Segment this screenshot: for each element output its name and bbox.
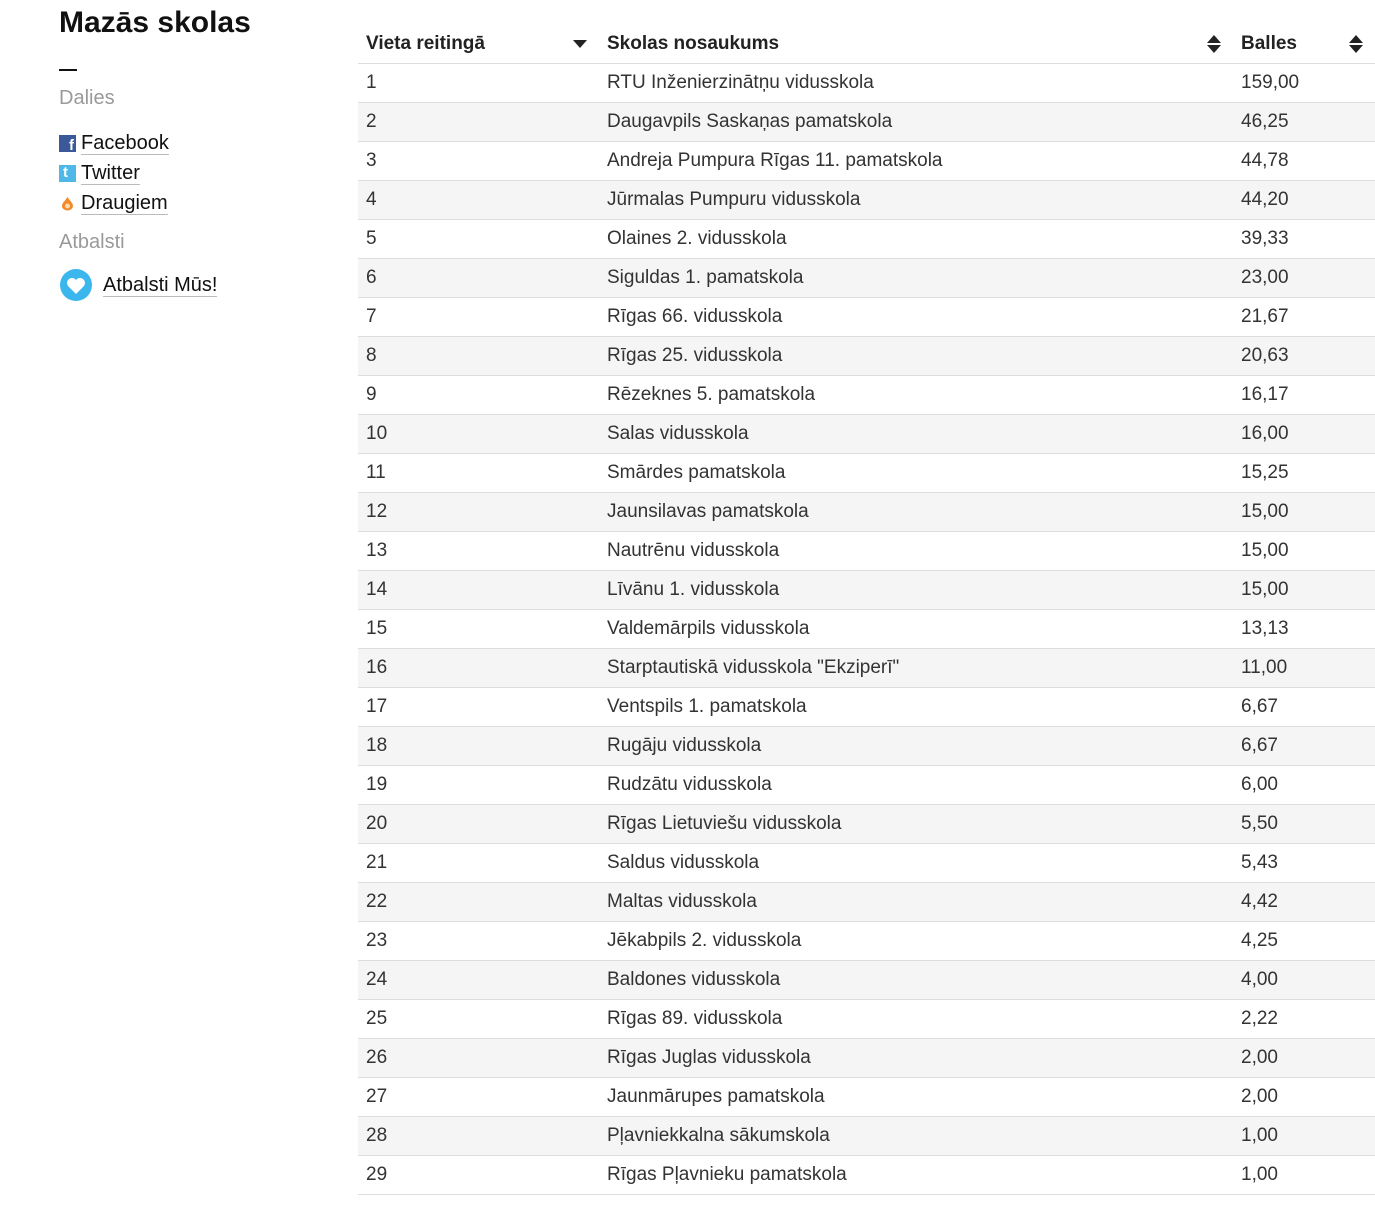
table-row — [358, 766, 1375, 805]
cell-score: 2,00 — [1233, 1039, 1375, 1078]
cell-school-name: Ventspils 1. pamatskola — [599, 688, 1233, 727]
header-rank-label: Vieta reitingā — [366, 32, 485, 54]
cell-score: 15,00 — [1233, 532, 1375, 571]
cell-score: 1,00 — [1233, 1117, 1375, 1156]
cell-rank: 8 — [358, 337, 599, 376]
cell-school-name: Smārdes pamatskola — [599, 454, 1233, 493]
twitter-link[interactable]: Twitter — [81, 161, 140, 184]
cell-score: 44,20 — [1233, 181, 1375, 220]
cell-school-name: Baldones vidusskola — [599, 961, 1233, 1000]
cell-school-name: Pļavniekkalna sākumskola — [599, 1117, 1233, 1156]
table-row — [358, 103, 1375, 142]
cell-rank: 2 — [358, 103, 599, 142]
cell-school-name: Rīgas Juglas vidusskola — [599, 1039, 1233, 1078]
cell-score: 15,00 — [1233, 493, 1375, 532]
title-divider — [59, 69, 77, 71]
table-row — [358, 922, 1375, 961]
share-label: Dalies — [59, 87, 115, 109]
table-row — [358, 454, 1375, 493]
cell-score: 46,25 — [1233, 103, 1375, 142]
table-row — [358, 610, 1375, 649]
table-row — [358, 181, 1375, 220]
cell-rank: 1 — [358, 64, 599, 103]
cell-rank: 25 — [358, 1000, 599, 1039]
share-draugiem[interactable] — [59, 188, 339, 218]
table-row — [358, 688, 1375, 727]
table-row — [358, 1039, 1375, 1078]
ranking-table — [358, 24, 1375, 1195]
ranking-table-container — [358, 24, 1375, 1195]
cell-rank: 7 — [358, 298, 599, 337]
cell-rank: 14 — [358, 571, 599, 610]
facebook-link[interactable]: Facebook — [81, 131, 169, 154]
share-twitter[interactable] — [59, 158, 339, 188]
cell-school-name: Saldus vidusskola — [599, 844, 1233, 883]
share-facebook[interactable] — [59, 128, 339, 158]
table-row — [358, 220, 1375, 259]
support-us-label[interactable]: Atbalsti Mūs! — [103, 273, 218, 296]
cell-rank: 22 — [358, 883, 599, 922]
cell-score: 2,22 — [1233, 1000, 1375, 1039]
cell-school-name: Rīgas Pļavnieku pamatskola — [599, 1156, 1233, 1195]
cell-rank: 28 — [358, 1117, 599, 1156]
cell-score: 16,17 — [1233, 376, 1375, 415]
cell-school-name: Siguldas 1. pamatskola — [599, 259, 1233, 298]
table-row — [358, 415, 1375, 454]
table-row — [358, 571, 1375, 610]
cell-rank: 20 — [358, 805, 599, 844]
cell-score: 4,00 — [1233, 961, 1375, 1000]
cell-score: 20,63 — [1233, 337, 1375, 376]
cell-school-name: Rudzātu vidusskola — [599, 766, 1233, 805]
cell-rank: 26 — [358, 1039, 599, 1078]
cell-rank: 23 — [358, 922, 599, 961]
cell-rank: 15 — [358, 610, 599, 649]
cell-rank: 12 — [358, 493, 599, 532]
cell-score: 159,00 — [1233, 64, 1375, 103]
cell-rank: 17 — [358, 688, 599, 727]
sort-icon[interactable] — [1207, 35, 1221, 53]
table-row — [358, 883, 1375, 922]
cell-school-name: Maltas vidusskola — [599, 883, 1233, 922]
cell-score: 5,50 — [1233, 805, 1375, 844]
support-label: Atbalsti — [59, 231, 125, 253]
cell-score: 5,43 — [1233, 844, 1375, 883]
cell-school-name: Rīgas Lietuviešu vidusskola — [599, 805, 1233, 844]
table-header-row — [358, 24, 1375, 64]
cell-rank: 18 — [358, 727, 599, 766]
draugiem-icon — [59, 195, 76, 212]
table-row — [358, 298, 1375, 337]
cell-rank: 19 — [358, 766, 599, 805]
table-row — [358, 1156, 1375, 1195]
cell-score: 4,25 — [1233, 922, 1375, 961]
cell-school-name: Līvānu 1. vidusskola — [599, 571, 1233, 610]
table-body — [358, 64, 1375, 1195]
page-title: Mazās skolas — [59, 6, 251, 39]
table-row — [358, 493, 1375, 532]
sort-desc-icon[interactable] — [573, 40, 587, 48]
cell-rank: 27 — [358, 1078, 599, 1117]
sidebar — [59, 0, 339, 302]
table-row — [358, 844, 1375, 883]
cell-score: 13,13 — [1233, 610, 1375, 649]
cell-rank: 29 — [358, 1156, 599, 1195]
header-school-name[interactable] — [599, 24, 1233, 64]
cell-school-name: Rīgas 66. vidusskola — [599, 298, 1233, 337]
cell-score: 16,00 — [1233, 415, 1375, 454]
cell-school-name: Jaunsilavas pamatskola — [599, 493, 1233, 532]
table-row — [358, 805, 1375, 844]
draugiem-link[interactable]: Draugiem — [81, 191, 168, 214]
header-score-label: Balles — [1241, 32, 1297, 54]
cell-rank: 10 — [358, 415, 599, 454]
sort-icon[interactable] — [1349, 35, 1363, 53]
header-rank[interactable] — [358, 24, 599, 64]
cell-rank: 13 — [358, 532, 599, 571]
cell-school-name: Salas vidusskola — [599, 415, 1233, 454]
cell-rank: 11 — [358, 454, 599, 493]
cell-school-name: Andreja Pumpura Rīgas 11. pamatskola — [599, 142, 1233, 181]
header-school-name-label: Skolas nosaukums — [607, 32, 780, 54]
cell-rank: 5 — [358, 220, 599, 259]
cell-score: 6,67 — [1233, 727, 1375, 766]
facebook-icon — [59, 135, 76, 152]
cell-school-name: Olaines 2. vidusskola — [599, 220, 1233, 259]
cell-school-name: Daugavpils Saskaņas pamatskola — [599, 103, 1233, 142]
table-row — [358, 961, 1375, 1000]
cell-score: 11,00 — [1233, 649, 1375, 688]
twitter-icon — [59, 165, 76, 182]
table-row — [358, 649, 1375, 688]
cell-rank: 9 — [358, 376, 599, 415]
table-row — [358, 532, 1375, 571]
cell-school-name: Rēzeknes 5. pamatskola — [599, 376, 1233, 415]
cell-school-name: Jēkabpils 2. vidusskola — [599, 922, 1233, 961]
cell-rank: 3 — [358, 142, 599, 181]
cell-score: 21,67 — [1233, 298, 1375, 337]
table-row — [358, 259, 1375, 298]
cell-rank: 24 — [358, 961, 599, 1000]
table-row — [358, 142, 1375, 181]
table-row — [358, 1117, 1375, 1156]
heart-icon — [59, 268, 93, 302]
support-us-link[interactable] — [59, 268, 339, 302]
cell-school-name: Rīgas 89. vidusskola — [599, 1000, 1233, 1039]
table-row — [358, 1078, 1375, 1117]
cell-score: 15,00 — [1233, 571, 1375, 610]
cell-score: 4,42 — [1233, 883, 1375, 922]
cell-school-name: Rugāju vidusskola — [599, 727, 1233, 766]
cell-rank: 4 — [358, 181, 599, 220]
cell-score: 1,00 — [1233, 1156, 1375, 1195]
table-row — [358, 376, 1375, 415]
cell-score: 6,67 — [1233, 688, 1375, 727]
header-score[interactable] — [1233, 24, 1375, 64]
share-list — [59, 128, 339, 218]
cell-score: 6,00 — [1233, 766, 1375, 805]
cell-school-name: Valdemārpils vidusskola — [599, 610, 1233, 649]
cell-rank: 6 — [358, 259, 599, 298]
cell-school-name: Jūrmalas Pumpuru vidusskola — [599, 181, 1233, 220]
cell-score: 44,78 — [1233, 142, 1375, 181]
cell-school-name: Nautrēnu vidusskola — [599, 532, 1233, 571]
cell-school-name: Jaunmārupes pamatskola — [599, 1078, 1233, 1117]
table-row — [358, 1000, 1375, 1039]
cell-rank: 21 — [358, 844, 599, 883]
table-row — [358, 64, 1375, 103]
table-row — [358, 337, 1375, 376]
cell-score: 2,00 — [1233, 1078, 1375, 1117]
cell-score: 15,25 — [1233, 454, 1375, 493]
cell-rank: 16 — [358, 649, 599, 688]
cell-score: 39,33 — [1233, 220, 1375, 259]
table-row — [358, 727, 1375, 766]
cell-score: 23,00 — [1233, 259, 1375, 298]
cell-school-name: Rīgas 25. vidusskola — [599, 337, 1233, 376]
cell-school-name: RTU Inženierzinātņu vidusskola — [599, 64, 1233, 103]
cell-school-name: Starptautiskā vidusskola "Ekziperī" — [599, 649, 1233, 688]
